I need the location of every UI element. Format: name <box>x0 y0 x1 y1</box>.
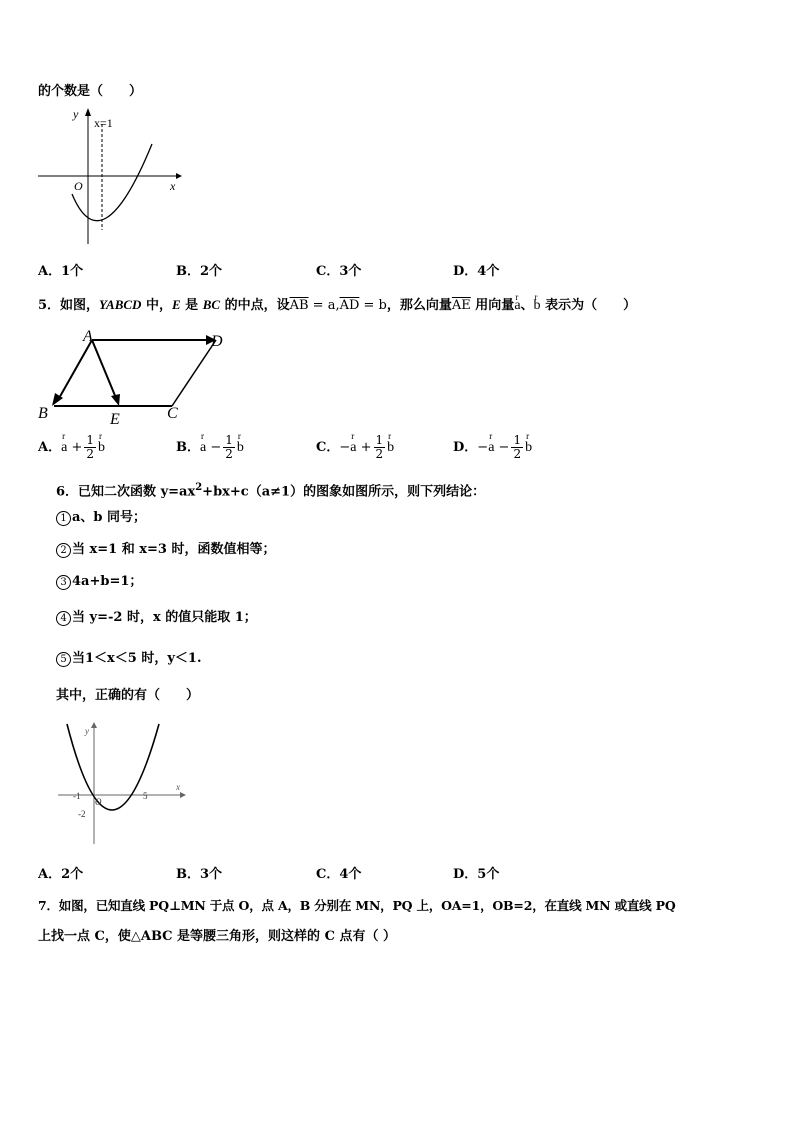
q5-option-b-letter: B． <box>176 440 200 455</box>
q4-label-y: y <box>73 107 79 121</box>
q5-point-e: E <box>171 297 181 312</box>
q5-option-c[interactable] <box>316 434 394 461</box>
q5-option-b-den: 2 <box>225 447 233 461</box>
q5-option-c-op: + <box>360 440 372 455</box>
q5-option-c-fraction <box>374 434 386 461</box>
q5-option-c-vec-b: r b <box>387 440 394 456</box>
q6-statement-1 <box>56 510 146 526</box>
q5-label-e: E <box>110 411 120 428</box>
q6-stem-post: +bx+c（a≠1）的图象如图所示，则下列结论： <box>202 484 486 500</box>
q5-label-c: C <box>167 405 178 422</box>
q6-x-arrow <box>180 792 186 798</box>
q6-question: 其中，正确的有（ ） <box>56 688 200 703</box>
q5-option-a-fraction <box>84 434 96 461</box>
q6-label-y: y <box>85 726 89 736</box>
q5-eq-a: = a, <box>308 298 340 313</box>
q6-statement-1-number: 1 <box>56 511 71 526</box>
q4-text-tail: 的个数是（ ） <box>38 84 143 99</box>
q5-option-d-den: 2 <box>513 447 522 461</box>
q6-option-b[interactable]: B．3个 <box>176 867 223 882</box>
q5-sep: 、 <box>520 298 534 313</box>
q6-statement-5 <box>56 651 202 667</box>
q4-label-o: O <box>74 179 83 193</box>
q6-statement-3 <box>56 574 142 590</box>
q4-label-x: x <box>170 179 176 193</box>
q5-text-1: 5．如图， <box>38 298 100 313</box>
q6-label-x: x <box>176 782 180 792</box>
q5-option-d[interactable] <box>453 434 532 461</box>
q5-label-a: A <box>83 328 93 345</box>
q5-option-b-fraction <box>223 434 235 461</box>
q6-label-minus2: -2 <box>78 809 86 819</box>
q6-statement-5-text: 当1＜x＜5 时，y＜1. <box>72 651 202 666</box>
q4-option-c[interactable]: C．3个 <box>316 264 362 279</box>
q6-statement-2-text: 当 x=1 和 x=3 时，函数值相等； <box>72 542 276 557</box>
q7-stem-line-2: 上找一点 C，使△ABC 是等腰三角形，则这样的 C 点有（ ） <box>38 929 396 944</box>
q5-vec-b: r b <box>534 298 541 314</box>
q5-parallelogram-figure <box>36 326 232 432</box>
q5-vector-ad: $\overline{AD}$ <box>339 298 360 313</box>
q5-vector-ab: $\overline{AB}$ <box>289 298 309 313</box>
q5-option-a-den: 2 <box>86 447 94 461</box>
q5-option-c-vec-a: r a <box>350 440 356 456</box>
q6-statement-3-number: 3 <box>56 575 71 590</box>
q5-option-b[interactable] <box>176 434 244 461</box>
q6-statement-4-number: 4 <box>56 611 71 626</box>
q5-option-c-pre: − <box>339 440 351 455</box>
q4-y-arrow <box>85 108 91 116</box>
q5-option-d-num: 1 <box>513 433 522 447</box>
q5-option-b-num: 1 <box>225 433 233 447</box>
q6-option-a[interactable]: A．2个 <box>38 867 84 882</box>
q6-label-o: O <box>95 797 102 807</box>
q5-stem <box>38 297 636 314</box>
q5-segment-bc: BC <box>202 297 221 312</box>
q6-superscript: 2 <box>195 482 203 493</box>
q5-vector-ae: $\overline{AE}$ <box>451 298 471 313</box>
q5-option-b-vec-a: r a <box>200 440 206 456</box>
q5-option-c-den: 2 <box>375 447 384 461</box>
q6-statement-5-number: 5 <box>56 652 71 667</box>
q5-vector-ae-line <box>92 340 116 398</box>
q5-option-a-op: + <box>71 440 83 455</box>
q5-vector-ab-line <box>58 340 92 400</box>
q5-text-3: 是 <box>180 298 203 313</box>
q6-stem <box>56 480 485 500</box>
q6-statement-2-number: 2 <box>56 543 71 558</box>
q4-option-b[interactable]: B．2个 <box>176 264 223 279</box>
q5-option-a-vec-a: r a <box>61 440 67 456</box>
q5-text-2: 中， <box>141 298 172 313</box>
q4-parabola-graph <box>36 104 186 250</box>
q6-label-minus1: -1 <box>73 791 81 801</box>
q5-vec-a: r a <box>514 298 520 314</box>
q6-option-d[interactable]: D．5个 <box>453 867 500 882</box>
q6-option-c[interactable]: C．4个 <box>316 867 362 882</box>
q5-label-d: D <box>211 333 223 350</box>
q5-option-d-vec-b: r b <box>525 440 532 456</box>
q5-option-a-num: 1 <box>86 433 94 447</box>
q6-parabola-graph <box>56 716 190 848</box>
q5-option-c-letter: C． <box>316 440 340 455</box>
q5-option-a-vec-b: r b <box>98 440 105 456</box>
q5-text-7: 表示为（ ） <box>540 298 637 313</box>
q5-eq-b: = b <box>359 298 387 313</box>
q5-option-d-pre: − <box>477 440 489 455</box>
q4-x-arrow <box>176 173 182 179</box>
q6-statement-4-text: 当 y=-2 时，x 的值只能取 1； <box>72 610 257 625</box>
q5-option-b-op: − <box>210 440 222 455</box>
q4-label-x-eq: x=1 <box>94 116 113 130</box>
q5-option-d-fraction <box>511 434 523 461</box>
q5-text-5: ，那么向量 <box>386 298 452 313</box>
q6-label-5: 5 <box>143 791 148 801</box>
q4-parabola <box>72 144 152 221</box>
q6-stem-pre: 6．已知二次函数 y=ax <box>56 484 196 500</box>
q6-y-arrow <box>91 722 97 728</box>
q5-option-d-vec-a: r a <box>488 440 494 456</box>
q5-option-d-letter: D． <box>453 440 478 455</box>
q5-text-6: 用向量 <box>470 298 515 313</box>
q6-statement-1-text: a、b 同号； <box>72 510 147 525</box>
q5-option-c-num: 1 <box>375 433 384 447</box>
q4-option-a[interactable]: A．1个 <box>38 264 84 279</box>
q5-parallelogram: YABCD <box>99 297 142 312</box>
q5-side-dc <box>172 340 216 406</box>
q7-stem-line-1: 7．如图，已知直线 PQ⊥MN 于点 O，点 A，B 分别在 MN，PQ 上，OA=1，OB=2，在直线 MN 或直线 PQ <box>38 898 676 913</box>
q4-option-d[interactable]: D．4个 <box>453 264 500 279</box>
q5-label-b: B <box>38 405 48 422</box>
q6-statement-4 <box>56 610 257 626</box>
q5-option-a-letter: A． <box>38 440 62 455</box>
q5-option-d-op: − <box>498 440 510 455</box>
q6-statement-2 <box>56 542 275 558</box>
q5-option-a[interactable] <box>38 434 105 461</box>
q5-option-b-vec-b: r b <box>237 440 244 456</box>
q5-arrow-e <box>111 394 120 406</box>
q6-statement-3-text: 4a+b=1； <box>72 574 143 589</box>
q5-text-4: 的中点，设 <box>220 298 290 313</box>
